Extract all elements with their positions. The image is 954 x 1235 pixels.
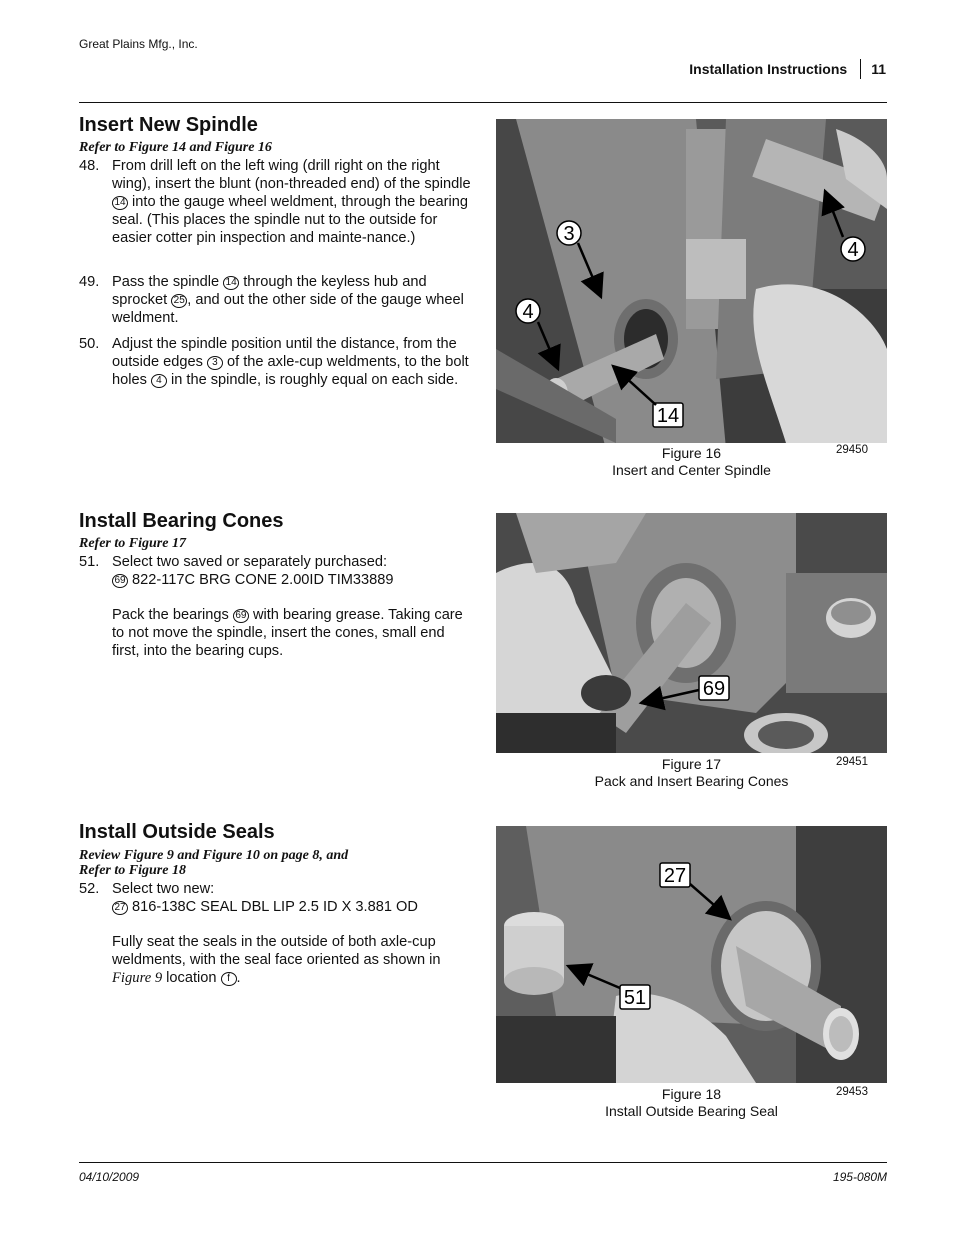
callout-label: 4	[522, 301, 534, 323]
callout-label: 27	[663, 865, 687, 887]
reference-note: Review Figure 9 and Figure 10 on page 8, and	[79, 848, 349, 863]
figure-caption	[496, 1086, 887, 1120]
callout-marker: 14	[223, 276, 239, 290]
step-49	[79, 273, 471, 327]
step-text: Pack the bearings	[112, 607, 233, 623]
header-rule	[79, 102, 887, 103]
section-heading: Insert New Spindle	[79, 114, 258, 136]
step-number: 50.	[79, 336, 100, 352]
step-text: through the keyless hub and sprocket	[112, 274, 427, 308]
callout-marker: 25	[171, 294, 187, 308]
step-text: Fully seat the seals in the outside of both axle-cup weldments, with the seal face oriented as shown in	[112, 934, 441, 968]
part-number: 816-138C SEAL DBL LIP 2.5 ID X 3.881 OD	[128, 899, 418, 915]
figure-label: Figure 18	[661, 1086, 722, 1102]
callout-marker: 4	[151, 374, 167, 388]
step-text: From drill left on the left wing (drill right on the right wing), insert the blunt (non-threaded end) of the spindle	[112, 158, 471, 192]
step-51	[79, 553, 471, 660]
callout-label: 69	[702, 678, 726, 700]
figure-17-photo	[496, 513, 887, 753]
figure-caption	[496, 445, 887, 479]
step-number: 49.	[79, 274, 100, 290]
step-text: into the gauge wheel weldment, through the bearing seal. (This places the spindle nut to the outside for easier cotter pin inspection and mainte-nance.)	[112, 194, 468, 246]
photo-number: 29453	[836, 1086, 868, 1098]
company-name: Great Plains Mfg., Inc.	[79, 37, 198, 51]
step-text: with bearing grease. Taking care to not move the spindle, insert the cones, small end first, into the bearing cups.	[112, 607, 463, 659]
reference-note: Refer to Figure 14 and Figure 16	[79, 140, 272, 155]
step-text: Pass the spindle	[112, 274, 224, 290]
photo-number: 29451	[836, 756, 868, 768]
step-text: Select two new:	[112, 881, 215, 897]
header-divider	[860, 59, 861, 79]
step-number: 48.	[79, 158, 100, 174]
callout-label: 14	[656, 405, 680, 427]
step-text: Select two saved or separately purchased:	[112, 554, 388, 570]
section-heading: Install Outside Seals	[79, 821, 275, 843]
callout-label: 51	[623, 987, 647, 1009]
footer-rule	[79, 1162, 887, 1163]
footer-doc-number: 195-080M	[832, 1170, 887, 1184]
step-number: 51.	[79, 554, 100, 570]
callout-marker: f	[221, 972, 237, 986]
callout-label: 4	[847, 239, 859, 261]
step-text: Adjust the spindle position until the distance, from the outside edges	[112, 336, 457, 370]
footer-date: 04/10/2009	[79, 1170, 140, 1184]
step-number: 52.	[79, 881, 100, 897]
step-48	[79, 157, 471, 247]
callout-marker: 69	[233, 609, 249, 623]
step-50	[79, 335, 471, 389]
step-text: , and out the other side of the gauge wheel weldment.	[112, 292, 464, 326]
callout-marker: 69	[112, 574, 128, 588]
section-title: Installation Instructions	[689, 61, 848, 77]
step-text: of the axle-cup weldments, to the bolt holes	[112, 354, 469, 388]
figure-16-photo	[496, 119, 887, 443]
reference-note: Refer to Figure 18	[79, 863, 186, 878]
figure-reference: Figure 9	[112, 970, 163, 986]
figure-label: Figure 17	[661, 756, 722, 772]
callout-marker: 27	[112, 901, 128, 915]
section-heading: Install Bearing Cones	[79, 510, 284, 532]
figure-title: Insert and Center Spindle	[612, 462, 771, 478]
step-52	[79, 880, 471, 987]
callout-label: 3	[563, 223, 575, 245]
callout-marker: 3	[207, 356, 223, 370]
figure-label: Figure 16	[661, 445, 722, 461]
figure-caption	[496, 756, 887, 790]
figure-title: Pack and Insert Bearing Cones	[594, 773, 789, 789]
page-number: 11	[871, 61, 886, 77]
figure-title: Install Outside Bearing Seal	[605, 1103, 778, 1119]
running-header	[689, 59, 886, 79]
part-number: 822-117C BRG CONE 2.00ID TIM33889	[128, 572, 394, 588]
photo-number: 29450	[836, 444, 868, 456]
reference-note: Refer to Figure 17	[79, 536, 186, 551]
step-text: .	[236, 970, 241, 986]
figure-18-photo	[496, 826, 887, 1083]
step-text: in the spindle, is roughly equal on each side.	[166, 372, 459, 388]
step-text: location	[162, 970, 221, 986]
callout-marker: 14	[112, 196, 128, 210]
